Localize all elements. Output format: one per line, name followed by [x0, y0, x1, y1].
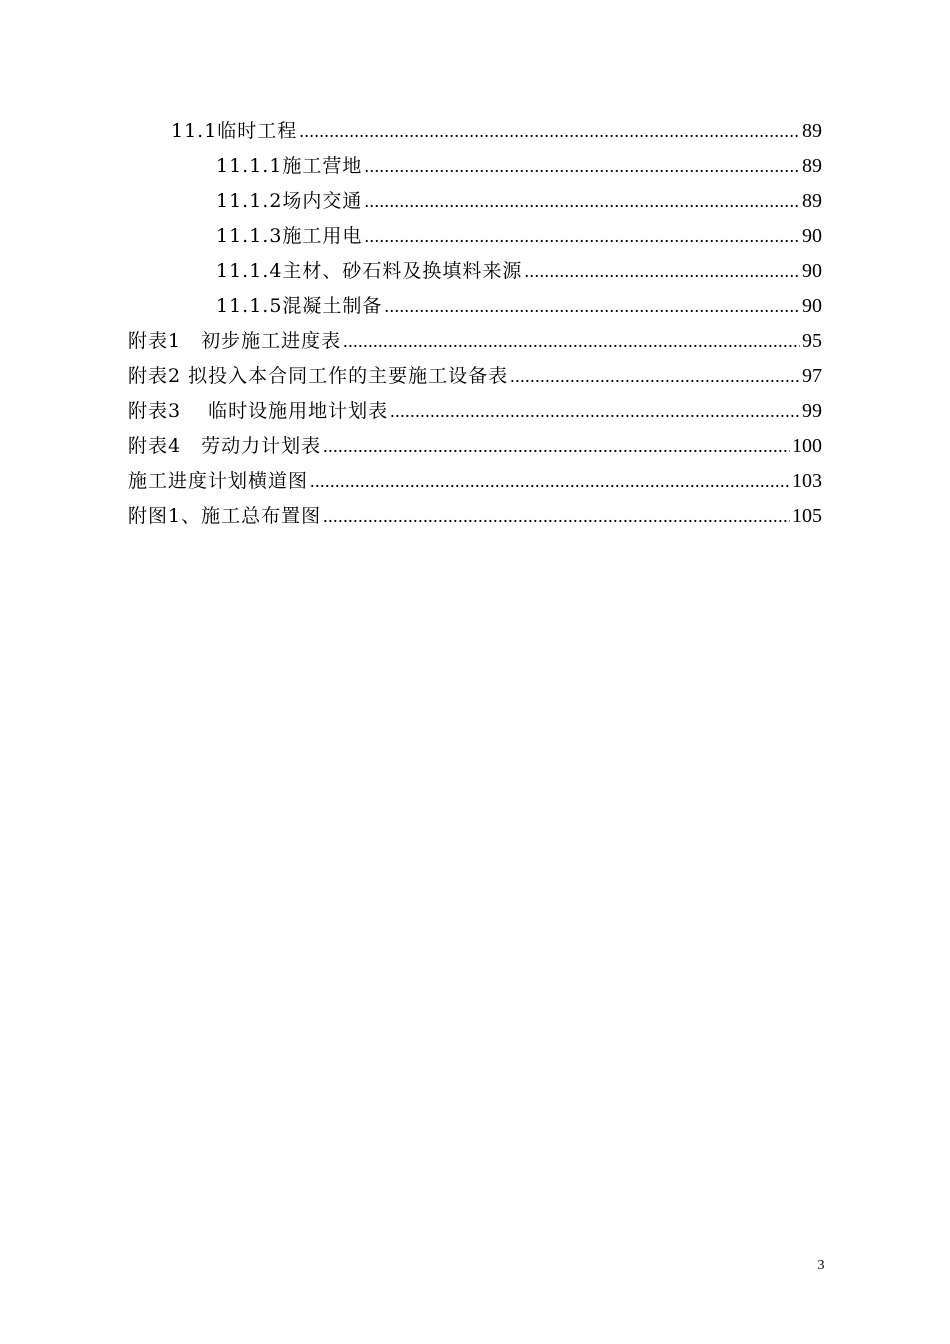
- toc-entry-label: 11.1.1施工营地: [216, 155, 363, 177]
- toc-entry-page: 90: [802, 295, 822, 317]
- toc-entry-page: 89: [802, 120, 822, 142]
- toc-entry-page: 100: [792, 435, 822, 457]
- toc-entry-label: 施工进度计划横道图: [128, 470, 309, 492]
- table-of-contents: [128, 114, 822, 534]
- toc-dot-leader: [364, 219, 800, 254]
- toc-entry-label: 附图1、施工总布置图: [128, 505, 322, 527]
- toc-entry-label: 11.1临时工程: [171, 120, 298, 142]
- toc-entry[interactable]: [128, 324, 822, 359]
- toc-entry[interactable]: [128, 219, 822, 254]
- toc-entry[interactable]: [128, 289, 822, 324]
- page-number: 3: [817, 1258, 825, 1273]
- toc-entry[interactable]: [128, 429, 822, 464]
- toc-dot-leader: [390, 394, 800, 429]
- toc-entry-label: 11.1.5混凝土制备: [216, 295, 383, 317]
- toc-entry-page: 99: [802, 400, 822, 422]
- toc-entry[interactable]: [128, 394, 822, 429]
- toc-entry-label: 11.1.3施工用电: [216, 225, 363, 247]
- toc-entry-page: 95: [802, 330, 822, 352]
- toc-dot-leader: [323, 499, 790, 534]
- toc-entry-page: 89: [802, 155, 822, 177]
- toc-entry-page: 89: [802, 190, 822, 212]
- toc-dot-leader: [343, 324, 800, 359]
- toc-entry-label: 附表1 初步施工进度表: [128, 330, 342, 352]
- toc-entry-label: 附表4 劳动力计划表: [128, 435, 322, 457]
- toc-dot-leader: [299, 114, 800, 149]
- toc-entry-label: 附表2 拟投入本合同工作的主要施工设备表: [128, 365, 509, 387]
- toc-entry[interactable]: [128, 464, 822, 499]
- toc-entry[interactable]: [128, 114, 822, 149]
- toc-dot-leader: [364, 184, 800, 219]
- toc-entry-label: 11.1.2场内交通: [216, 190, 363, 212]
- toc-dot-leader: [524, 254, 800, 289]
- toc-entry-label: 11.1.4主材、砂石料及换填料来源: [216, 260, 523, 282]
- toc-entry[interactable]: [128, 359, 822, 394]
- toc-dot-leader: [384, 289, 800, 324]
- toc-dot-leader: [310, 464, 790, 499]
- toc-dot-leader: [323, 429, 790, 464]
- toc-entry[interactable]: [128, 499, 822, 534]
- toc-entry-page: 105: [792, 505, 822, 527]
- toc-entry-page: 103: [792, 470, 822, 492]
- toc-entry[interactable]: [128, 184, 822, 219]
- toc-entry-label: 附表3 临时设施用地计划表: [128, 400, 389, 422]
- toc-entry[interactable]: [128, 254, 822, 289]
- toc-entry-page: 97: [802, 365, 822, 387]
- toc-dot-leader: [364, 149, 800, 184]
- toc-entry[interactable]: [128, 149, 822, 184]
- toc-entry-page: 90: [802, 225, 822, 247]
- toc-entry-page: 90: [802, 260, 822, 282]
- toc-dot-leader: [510, 359, 800, 394]
